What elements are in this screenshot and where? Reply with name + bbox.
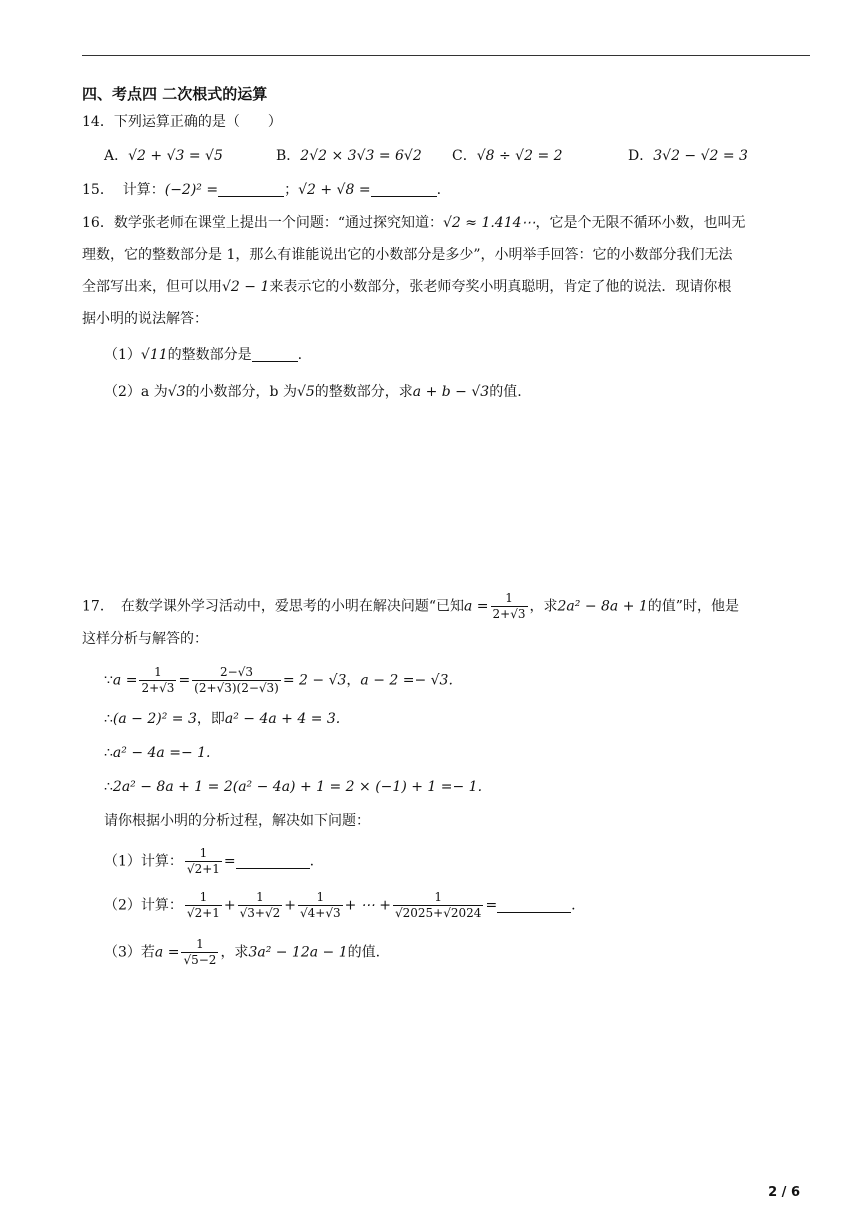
- q17-line-1: 17． 在数学课外学习活动中，爱思考的小明在解决问题“已知a = $\frac{1}{2+√3}$ ，求2a² − 8a + 1的值”时，他是: [82, 591, 739, 621]
- q15-blank-1[interactable]: [218, 182, 284, 197]
- q14-option-c: C．√8 ÷ √2 = 2: [452, 148, 563, 164]
- q17-sub-1: （1）计算： $\frac{1}{√2+1}$ = .: [104, 846, 315, 876]
- q17-instruction: 请你根据小明的分析过程，解决如下问题：: [104, 813, 370, 829]
- q14-option-b: B．2√2 × 3√3 = 6√2: [276, 148, 422, 164]
- q14-option-d: D．3√2 − √2 = 3: [628, 148, 748, 164]
- q17-step-4: ∴2a² − 8a + 1 = 2(a² − 4a) + 1 = 2 × (−1) + 1 =− 1.: [104, 779, 483, 795]
- q15: 15． 计算：(−2)² = ；√2 + √8 = .: [82, 182, 442, 198]
- page-number: 2 / 6: [768, 1185, 800, 1200]
- q16-line-2: 理数，它的整数部分是 1，那么有谁能说出它的小数部分是多少”，小明举手回答：它的小数部分我们无法: [82, 247, 733, 263]
- q17-blank-2[interactable]: [497, 898, 571, 913]
- q17-line-2: 这样分析与解答的：: [82, 631, 208, 647]
- q16-line-3: 全部写出来，但可以用√2 − 1来表示它的小数部分，张老师夸奖小明真聪明，肯定了他的说法．现请你根: [82, 279, 732, 295]
- q16-sub-1: （1）√11的整数部分是 .: [104, 347, 303, 363]
- q15-blank-2[interactable]: [371, 182, 437, 197]
- section-title: 四、考点四 二次根式的运算: [82, 85, 268, 103]
- q14-option-a: A．√2 + √3 = √5: [104, 148, 223, 164]
- q14-stem: 14．下列运算正确的是（ ）: [82, 114, 282, 130]
- q17-step-3: ∴a² − 4a =− 1.: [104, 745, 211, 761]
- q16-line-1: 16．数学张老师在课堂上提出一个问题：“通过探究知道：√2 ≈ 1.414⋯，它是个无限不循环小数，也叫无: [82, 215, 746, 231]
- q17-step-2: ∴(a − 2)² = 3，即a² − 4a + 4 = 3.: [104, 711, 341, 727]
- q17-given-fraction: $\frac{1}{2+√3}$: [492, 591, 526, 621]
- q16-blank-1[interactable]: [252, 347, 298, 362]
- q16-sub-2: （2）a 为√3的小数部分，b 为√5的整数部分，求a + b − √3的值.: [104, 384, 522, 400]
- header-rule: [82, 55, 810, 56]
- q17-blank-1[interactable]: [236, 854, 310, 869]
- q17-sub-3: （3）若a = $\frac{1}{√5-2}$ ，求3a² − 12a − 1的值.: [104, 937, 381, 967]
- q17-sub-2: （2）计算： $\frac{1}{√2+1}$ + $\frac{1}{√3+√2}$ + $\frac{1}{√4+√3}$ + ⋯ + $\frac{1}{√2025+√2024}$ = .: [104, 890, 576, 920]
- q16-line-4: 据小明的说法解答：: [82, 311, 208, 327]
- q17-step-1: ∵a = $\frac{1}{2+√3}$ = $\frac{2-√3}{(2+√3)(2-√3)}$ = 2 − √3，a − 2 =− √3.: [104, 665, 453, 695]
